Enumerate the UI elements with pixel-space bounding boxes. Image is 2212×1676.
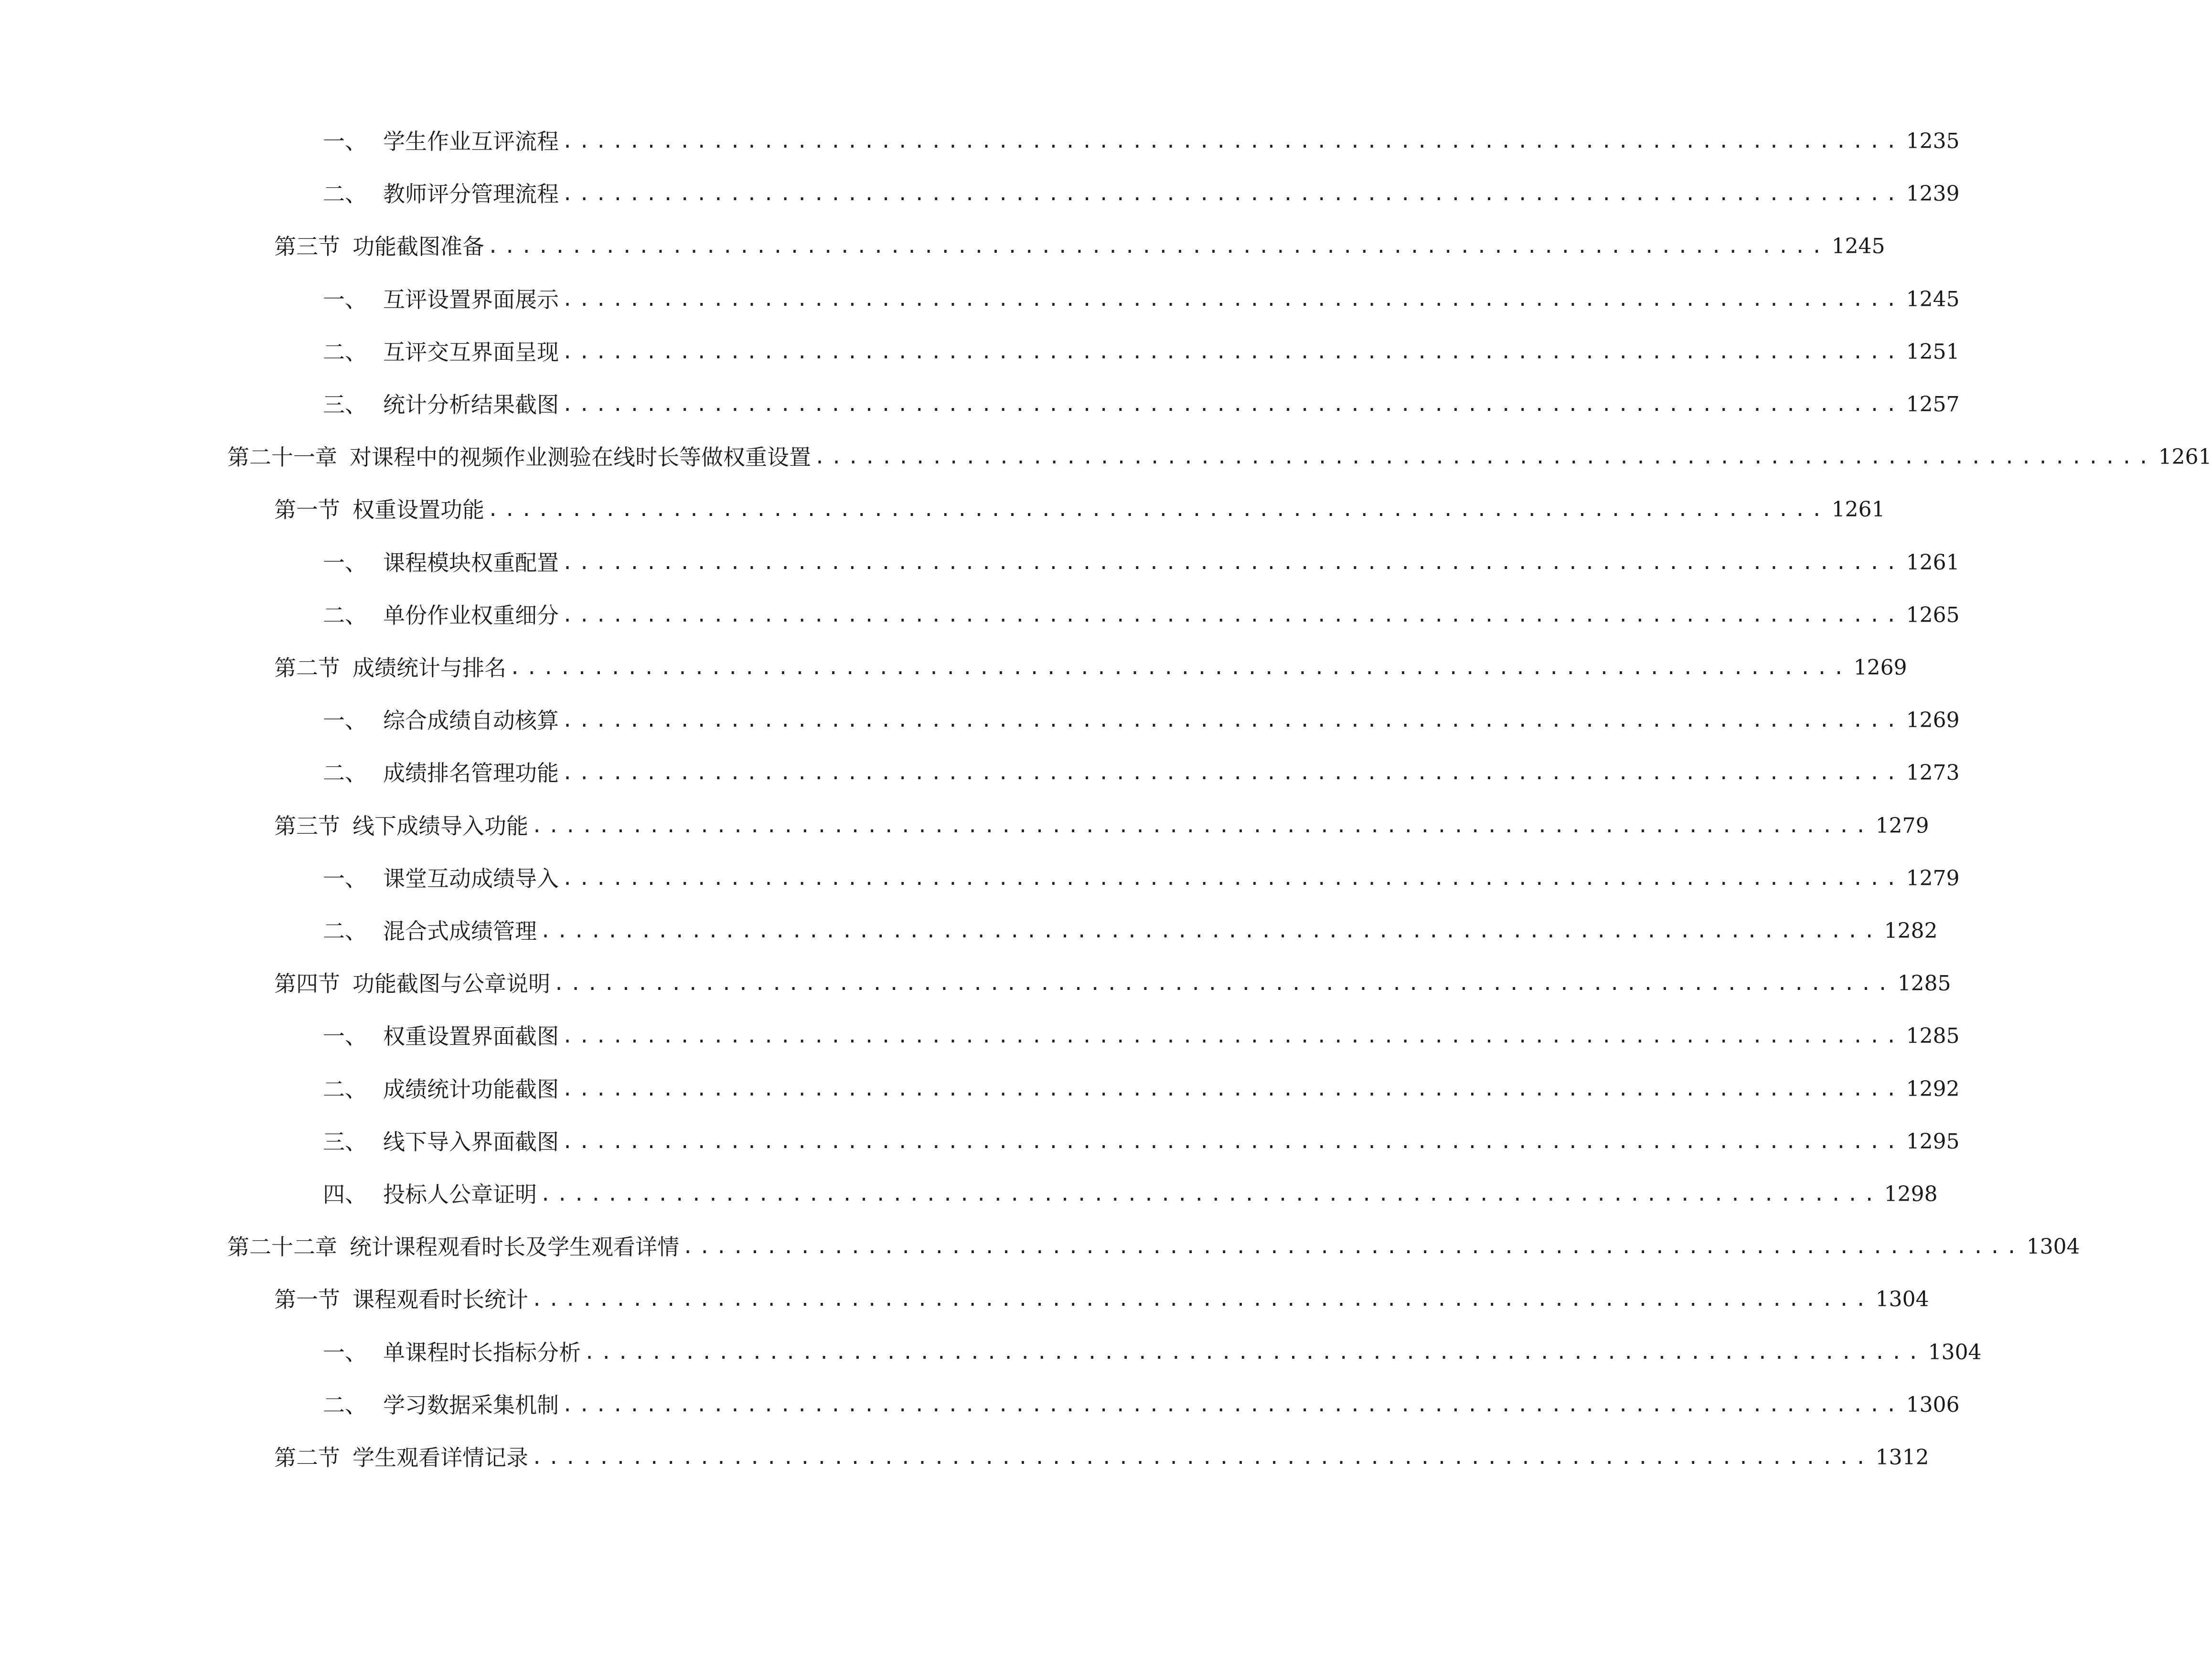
toc-entry-label: [323, 333, 559, 371]
toc-entry-page-number: 1261: [1906, 550, 1960, 575]
toc-entry-marker: 一、: [323, 287, 367, 312]
toc-entry-page-number: 1235: [1906, 129, 1960, 153]
toc-entry-label: [323, 1070, 559, 1108]
toc-entry[interactable]: [274, 1439, 1929, 1477]
toc-dot-leader: ................................................................................: [814, 446, 2155, 468]
toc-entry-title: 学生作业互评流程: [383, 129, 559, 154]
toc-entry-label: [323, 912, 537, 950]
toc-entry-label: [274, 1439, 528, 1477]
toc-entry-label: [323, 280, 559, 319]
toc-entry-title: 成绩统计与排名: [353, 655, 506, 681]
toc-entry[interactable]: [323, 386, 1960, 424]
toc-entry-marker: 一、: [323, 129, 367, 154]
toc-entry-page-number: 1239: [1906, 182, 1960, 206]
toc-entry-label: [274, 965, 550, 1003]
toc-entry-marker: 第二节: [274, 655, 340, 681]
toc-entry-marker: 三、: [323, 392, 367, 418]
toc-dot-leader: ................................................................................: [562, 130, 1902, 152]
toc-entry-label: [323, 1333, 581, 1372]
toc-entry-title: 投标人公章证明: [383, 1182, 537, 1207]
toc-entry-title: 功能截图与公章说明: [353, 971, 550, 997]
toc-entry-label: [323, 544, 559, 582]
toc-entry-marker: 第二十一章: [227, 444, 337, 470]
toc-entry-marker: 三、: [323, 1129, 367, 1155]
toc-entry[interactable]: [323, 754, 1960, 792]
toc-entry-page-number: 1279: [1875, 814, 1929, 838]
toc-entry-page-number: 1257: [1906, 392, 1960, 417]
toc-entry-marker: 四、: [323, 1182, 367, 1207]
toc-entry[interactable]: [274, 649, 1907, 687]
toc-entry-title: 互评设置界面展示: [383, 287, 559, 312]
toc-dot-leader: ................................................................................: [540, 920, 1881, 942]
toc-entry-marker: 第一节: [274, 497, 340, 523]
toc-entry-title: 统计分析结果截图: [383, 392, 559, 418]
toc-entry[interactable]: [227, 438, 2212, 476]
toc-entry-title: 线下成绩导入功能: [353, 813, 528, 839]
toc-dot-leader: ................................................................................: [487, 499, 1828, 521]
toc-entry-title: 权重设置界面截图: [383, 1023, 559, 1049]
toc-dot-leader: ................................................................................: [531, 1447, 1872, 1469]
toc-entry-marker: 二、: [323, 602, 367, 628]
toc-dot-leader: ................................................................................: [540, 1183, 1881, 1205]
toc-dot-leader: ................................................................................: [562, 183, 1902, 205]
toc-entry-label: [274, 491, 484, 529]
toc-entry[interactable]: [274, 227, 1885, 266]
toc-entry-title: 线下导入界面截图: [383, 1129, 559, 1155]
toc-dot-leader: ................................................................................: [562, 1078, 1902, 1100]
toc-entry-marker: 第二节: [274, 1445, 340, 1471]
toc-entry-page-number: 1285: [1897, 971, 1951, 996]
toc-entry-marker: 一、: [323, 708, 367, 733]
toc-entry-title: 成绩统计功能截图: [383, 1076, 559, 1102]
toc-entry[interactable]: [323, 1333, 1982, 1372]
toc-entry-marker: 二、: [323, 918, 367, 944]
toc-entry[interactable]: [323, 701, 1960, 740]
toc-entry[interactable]: [274, 807, 1929, 845]
toc-entry[interactable]: [274, 1280, 1929, 1319]
toc-entry-label: [274, 227, 484, 266]
toc-entry-page-number: 1251: [1906, 340, 1960, 364]
toc-entry-title: 课程观看时长统计: [353, 1287, 528, 1312]
toc-dot-leader: ................................................................................: [562, 868, 1902, 890]
toc-entry[interactable]: [323, 122, 1960, 161]
toc-entry-page-number: 1261: [1831, 497, 1885, 522]
toc-entry-title: 统计课程观看时长及学生观看详情: [350, 1234, 679, 1260]
toc-entry-marker: 一、: [323, 550, 367, 576]
toc-entry-marker: 二、: [323, 760, 367, 786]
toc-dot-leader: ................................................................................: [531, 1289, 1872, 1311]
toc-entry[interactable]: [323, 1070, 1960, 1108]
toc-entry-page-number: 1269: [1853, 655, 1907, 680]
toc-entry[interactable]: [323, 912, 1938, 950]
toc-entry-label: [323, 1017, 559, 1055]
toc-entry-title: 对课程中的视频作业测验在线时长等做权重设置: [350, 444, 811, 470]
toc-entry-marker: 一、: [323, 1023, 367, 1049]
toc-entry[interactable]: [323, 1017, 1960, 1055]
toc-entry-label: [323, 754, 559, 792]
toc-dot-leader: ................................................................................: [509, 657, 1850, 679]
toc-entry-label: [274, 649, 506, 687]
toc-dot-leader: ................................................................................: [562, 604, 1902, 626]
toc-entry-page-number: 1285: [1906, 1024, 1960, 1048]
toc-entry-page-number: 1298: [1884, 1182, 1938, 1206]
toc-entry[interactable]: [323, 175, 1960, 213]
toc-entry-label: [323, 859, 559, 898]
toc-entry[interactable]: [227, 1228, 2080, 1266]
toc-entry-title: 权重设置功能: [353, 497, 484, 523]
toc-entry-title: 学生观看详情记录: [353, 1445, 528, 1471]
toc-entry-page-number: 1282: [1884, 919, 1938, 943]
toc-entry-marker: 第一节: [274, 1287, 340, 1312]
toc-entry-label: [323, 175, 559, 213]
toc-entry[interactable]: [323, 1175, 1938, 1214]
toc-entry-page-number: 1295: [1906, 1129, 1960, 1154]
toc-entry-label: [227, 438, 811, 476]
toc-entry-page-number: 1279: [1906, 866, 1960, 891]
toc-entry-page-number: 1269: [1906, 708, 1960, 732]
toc-dot-leader: ................................................................................: [562, 289, 1902, 311]
toc-entry[interactable]: [323, 596, 1960, 634]
toc-entry-label: [323, 122, 559, 161]
toc-entry-label: [227, 1228, 679, 1266]
toc-entry[interactable]: [323, 859, 1960, 898]
toc-entry-title: 课程模块权重配置: [383, 550, 559, 576]
toc-entry[interactable]: [274, 491, 1885, 529]
toc-dot-leader: ................................................................................: [562, 552, 1902, 574]
toc-dot-leader: ................................................................................: [553, 973, 1894, 995]
toc-entry-page-number: 1265: [1906, 603, 1960, 627]
toc-entry-label: [323, 701, 559, 740]
toc-entry-page-number: 1245: [1906, 287, 1960, 312]
toc-entry[interactable]: [323, 280, 1960, 319]
toc-entry-marker: 一、: [323, 1340, 367, 1365]
toc-dot-leader: ................................................................................: [562, 341, 1902, 363]
toc-entry-marker: 第三节: [274, 813, 340, 839]
toc-entry-title: 单课程时长指标分析: [383, 1340, 581, 1365]
toc-entry-label: [274, 1280, 528, 1319]
toc-dot-leader: ................................................................................: [584, 1342, 1924, 1364]
toc-entry-title: 成绩排名管理功能: [383, 760, 559, 786]
toc-entry[interactable]: [274, 965, 1951, 1003]
toc-entry[interactable]: [323, 333, 1960, 371]
toc-entry-label: [274, 807, 528, 845]
toc-dot-leader: ................................................................................: [487, 236, 1828, 258]
toc-entry-page-number: 1312: [1875, 1445, 1929, 1470]
toc-entry-marker: 第三节: [274, 234, 340, 259]
toc-entry-marker: 二、: [323, 181, 367, 207]
toc-entry-page-number: 1292: [1906, 1077, 1960, 1101]
toc-entry-marker: 第二十二章: [227, 1234, 337, 1260]
toc-entry-page-number: 1245: [1831, 234, 1885, 258]
toc-entry-title: 教师评分管理流程: [383, 181, 559, 207]
toc-entry-label: [323, 386, 559, 424]
toc-entry-label: [323, 596, 559, 634]
toc-dot-leader: ................................................................................: [531, 815, 1872, 837]
toc-entry-page-number: 1304: [1928, 1340, 1982, 1364]
toc-entry[interactable]: [323, 544, 1960, 582]
toc-entry-marker: 二、: [323, 339, 367, 365]
toc-entry-title: 互评交互界面呈现: [383, 339, 559, 365]
toc-entry-page-number: 1273: [1906, 761, 1960, 785]
toc-entry-title: 课堂互动成绩导入: [383, 866, 559, 892]
toc-dot-leader: ................................................................................: [562, 1131, 1902, 1153]
toc-dot-leader: ................................................................................: [562, 709, 1902, 731]
toc-dot-leader: ................................................................................: [562, 394, 1902, 416]
toc-entry-title: 混合式成绩管理: [383, 918, 537, 944]
toc-entry-label: [323, 1386, 559, 1424]
toc-dot-leader: ................................................................................: [562, 1025, 1902, 1047]
toc-entry-title: 功能截图准备: [353, 234, 484, 259]
toc-entry-title: 学习数据采集机制: [383, 1392, 559, 1418]
toc-entry-label: [323, 1123, 559, 1161]
toc-entry-marker: 第四节: [274, 971, 340, 997]
toc-entry-title: 单份作业权重细分: [383, 602, 559, 628]
toc-entry-page-number: 1304: [1875, 1287, 1929, 1311]
toc-entry[interactable]: [323, 1386, 1960, 1424]
toc-entry-page-number: 1261: [2158, 445, 2212, 469]
toc-entry-title: 综合成绩自动核算: [383, 708, 559, 733]
toc-entry-marker: 二、: [323, 1392, 367, 1418]
toc-dot-leader: ................................................................................: [562, 1394, 1902, 1416]
toc-entry-marker: 二、: [323, 1076, 367, 1102]
toc-dot-leader: ................................................................................: [682, 1236, 2023, 1258]
toc-entry[interactable]: [323, 1123, 1960, 1161]
toc-entry-marker: 一、: [323, 866, 367, 892]
toc-entry-page-number: 1304: [2026, 1235, 2080, 1259]
toc-dot-leader: ................................................................................: [562, 762, 1902, 784]
toc-entry-label: [323, 1175, 537, 1214]
toc-entry-page-number: 1306: [1906, 1393, 1960, 1417]
